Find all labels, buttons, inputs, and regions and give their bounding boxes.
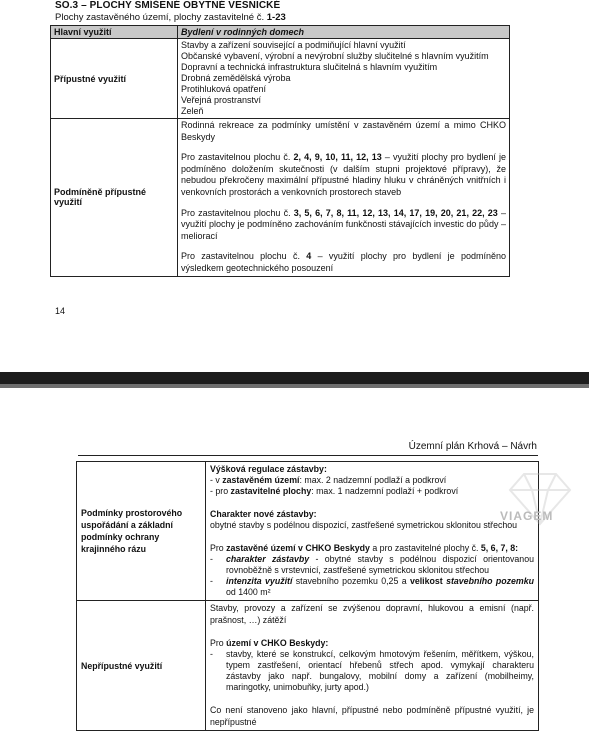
regulation-table-top	[50, 25, 510, 277]
section-subtitle: Plochy zastavěného území, plochy zastavitelné č. 1-23	[55, 12, 286, 23]
page-divider-shadow	[0, 384, 589, 388]
page-number: 14	[55, 306, 66, 316]
paragraph: Rodinná rekreace za podmínky umístění v zastavěném území a mimo CHKO Beskydy	[181, 120, 506, 142]
list-item: Protihluková opatření	[181, 84, 267, 94]
list-item: - intenzita využití stavebního pozemku 0,25 a velikost stavebního pozemku od 1400 m²	[210, 576, 534, 597]
forbidden-use-label: Nepřípustné využití	[77, 601, 206, 731]
conditional-use-cell	[178, 119, 510, 277]
table-row	[51, 39, 510, 119]
paragraph: Pro zastavitelnou plochu č. 3, 5, 6, 7, 8, 11, 12, 13, 14, 17, 19, 20, 21, 22, 23 – využití plochy je podmíněno zachováním funkčnosti stávajících investic do půdy – meliorací	[181, 207, 506, 241]
spatial-conditions-label: Podmínky prostorového uspořádání a základní podmínky ochrany krajinného rázu	[77, 462, 206, 601]
forbidden-use-cell	[206, 601, 539, 731]
header-rule	[78, 455, 538, 456]
paragraph: Co není stanoveno jako hlavní, přípustné nebo podmíněně přípustné využití, je nepřípustné	[210, 705, 534, 727]
paragraph: Pro území v CHKO Beskydy:	[210, 638, 329, 649]
character-title: Charakter nové zástavby:	[210, 509, 317, 519]
list-item: - pro zastavitelné plochy: max. 1 nadzemní podlaží + podkroví	[210, 486, 459, 496]
paragraph: obytné stavby s podélnou dispozicí, zastřešené symetrickou sklonitou střechou	[210, 520, 518, 530]
paragraph: Pro zastavěné území v CHKO Beskydy a pro zastavitelné plochy č. 5, 6, 7, 8:	[210, 543, 519, 553]
paragraph: Pro zastavitelnou plochu č. 4 – využití plochy pro bydlení je podmíněno výsledkem geotechnického posouzení	[181, 251, 506, 273]
watermark-text: VIAGEM	[500, 509, 554, 523]
list-item: - stavby, které se konstrukcí, celkovým hmotovým řešením, měřítkem, výškou, typem zastřešení, orientací hřebenů střech apod. vymykají charakteru zástavby jako např. bungalovy, mobilní domy a zařízení (mobilheimy, maringotky, unimobuňky, jurty apod.)	[210, 649, 534, 693]
section-title: SO.3 – PLOCHY SMÍŠENÉ OBYTNÉ VESNICKÉ	[55, 0, 281, 11]
document-page-top	[0, 0, 589, 370]
spatial-conditions-cell	[206, 462, 539, 601]
list-item: Stavby a zařízení související a podmiňující hlavní využití	[181, 40, 406, 50]
table-row	[77, 601, 539, 731]
conditional-use-label: Podmíněně přípustné využití	[51, 119, 178, 277]
list-item: - v zastavěném území: max. 2 nadzemní podlaží a podkroví	[210, 475, 447, 485]
list-item: Veřejná prostranství	[181, 95, 262, 105]
allowed-use-cell	[178, 39, 510, 119]
header-main-use: Hlavní využití	[51, 26, 178, 39]
table-row	[77, 462, 539, 601]
list-item: - charakter zástavby - obytné stavby s podélnou dispozicí orientovanou rovnoběžně s vrstevnicí, zastřešené symetrickou sklonitou střechou	[210, 554, 534, 575]
list-item: Dopravní a technická infrastruktura slučitelná s hlavním využitím	[181, 62, 438, 72]
header-main-use-value: Bydlení v rodinných domech	[178, 26, 510, 39]
list-item: Zeleň	[181, 106, 204, 116]
list-item: Občanské vybavení, výrobní a nevýrobní služby slučitelné s hlavním využitím	[181, 51, 489, 61]
paragraph: Pro zastavitelnou plochu č. 2, 4, 9, 10, 11, 12, 13 – využití plochy pro bydlení je podmíněno doložením skutečnosti (v dalším stupni projektové přípravy), že nebudou překročeny maximální přípustné hladiny hluku v chráněných vnitřních i venkovních prostorách a venkovních prostorech staveb	[181, 152, 506, 197]
table-row	[51, 119, 510, 277]
page-divider	[0, 372, 589, 384]
list-item: Drobná zemědělská výroba	[181, 73, 291, 83]
paragraph: Stavby, provozy a zařízení se zvýšenou dopravní, hlukovou a emisní (např. prašnost, …) zátěží	[210, 603, 534, 625]
height-regulation-title: Výšková regulace zástavby:	[210, 464, 327, 474]
allowed-use-label: Přípustné využití	[51, 39, 178, 119]
regulation-table-bottom	[76, 461, 539, 731]
running-header: Územní plán Krhová – Návrh	[408, 441, 537, 452]
